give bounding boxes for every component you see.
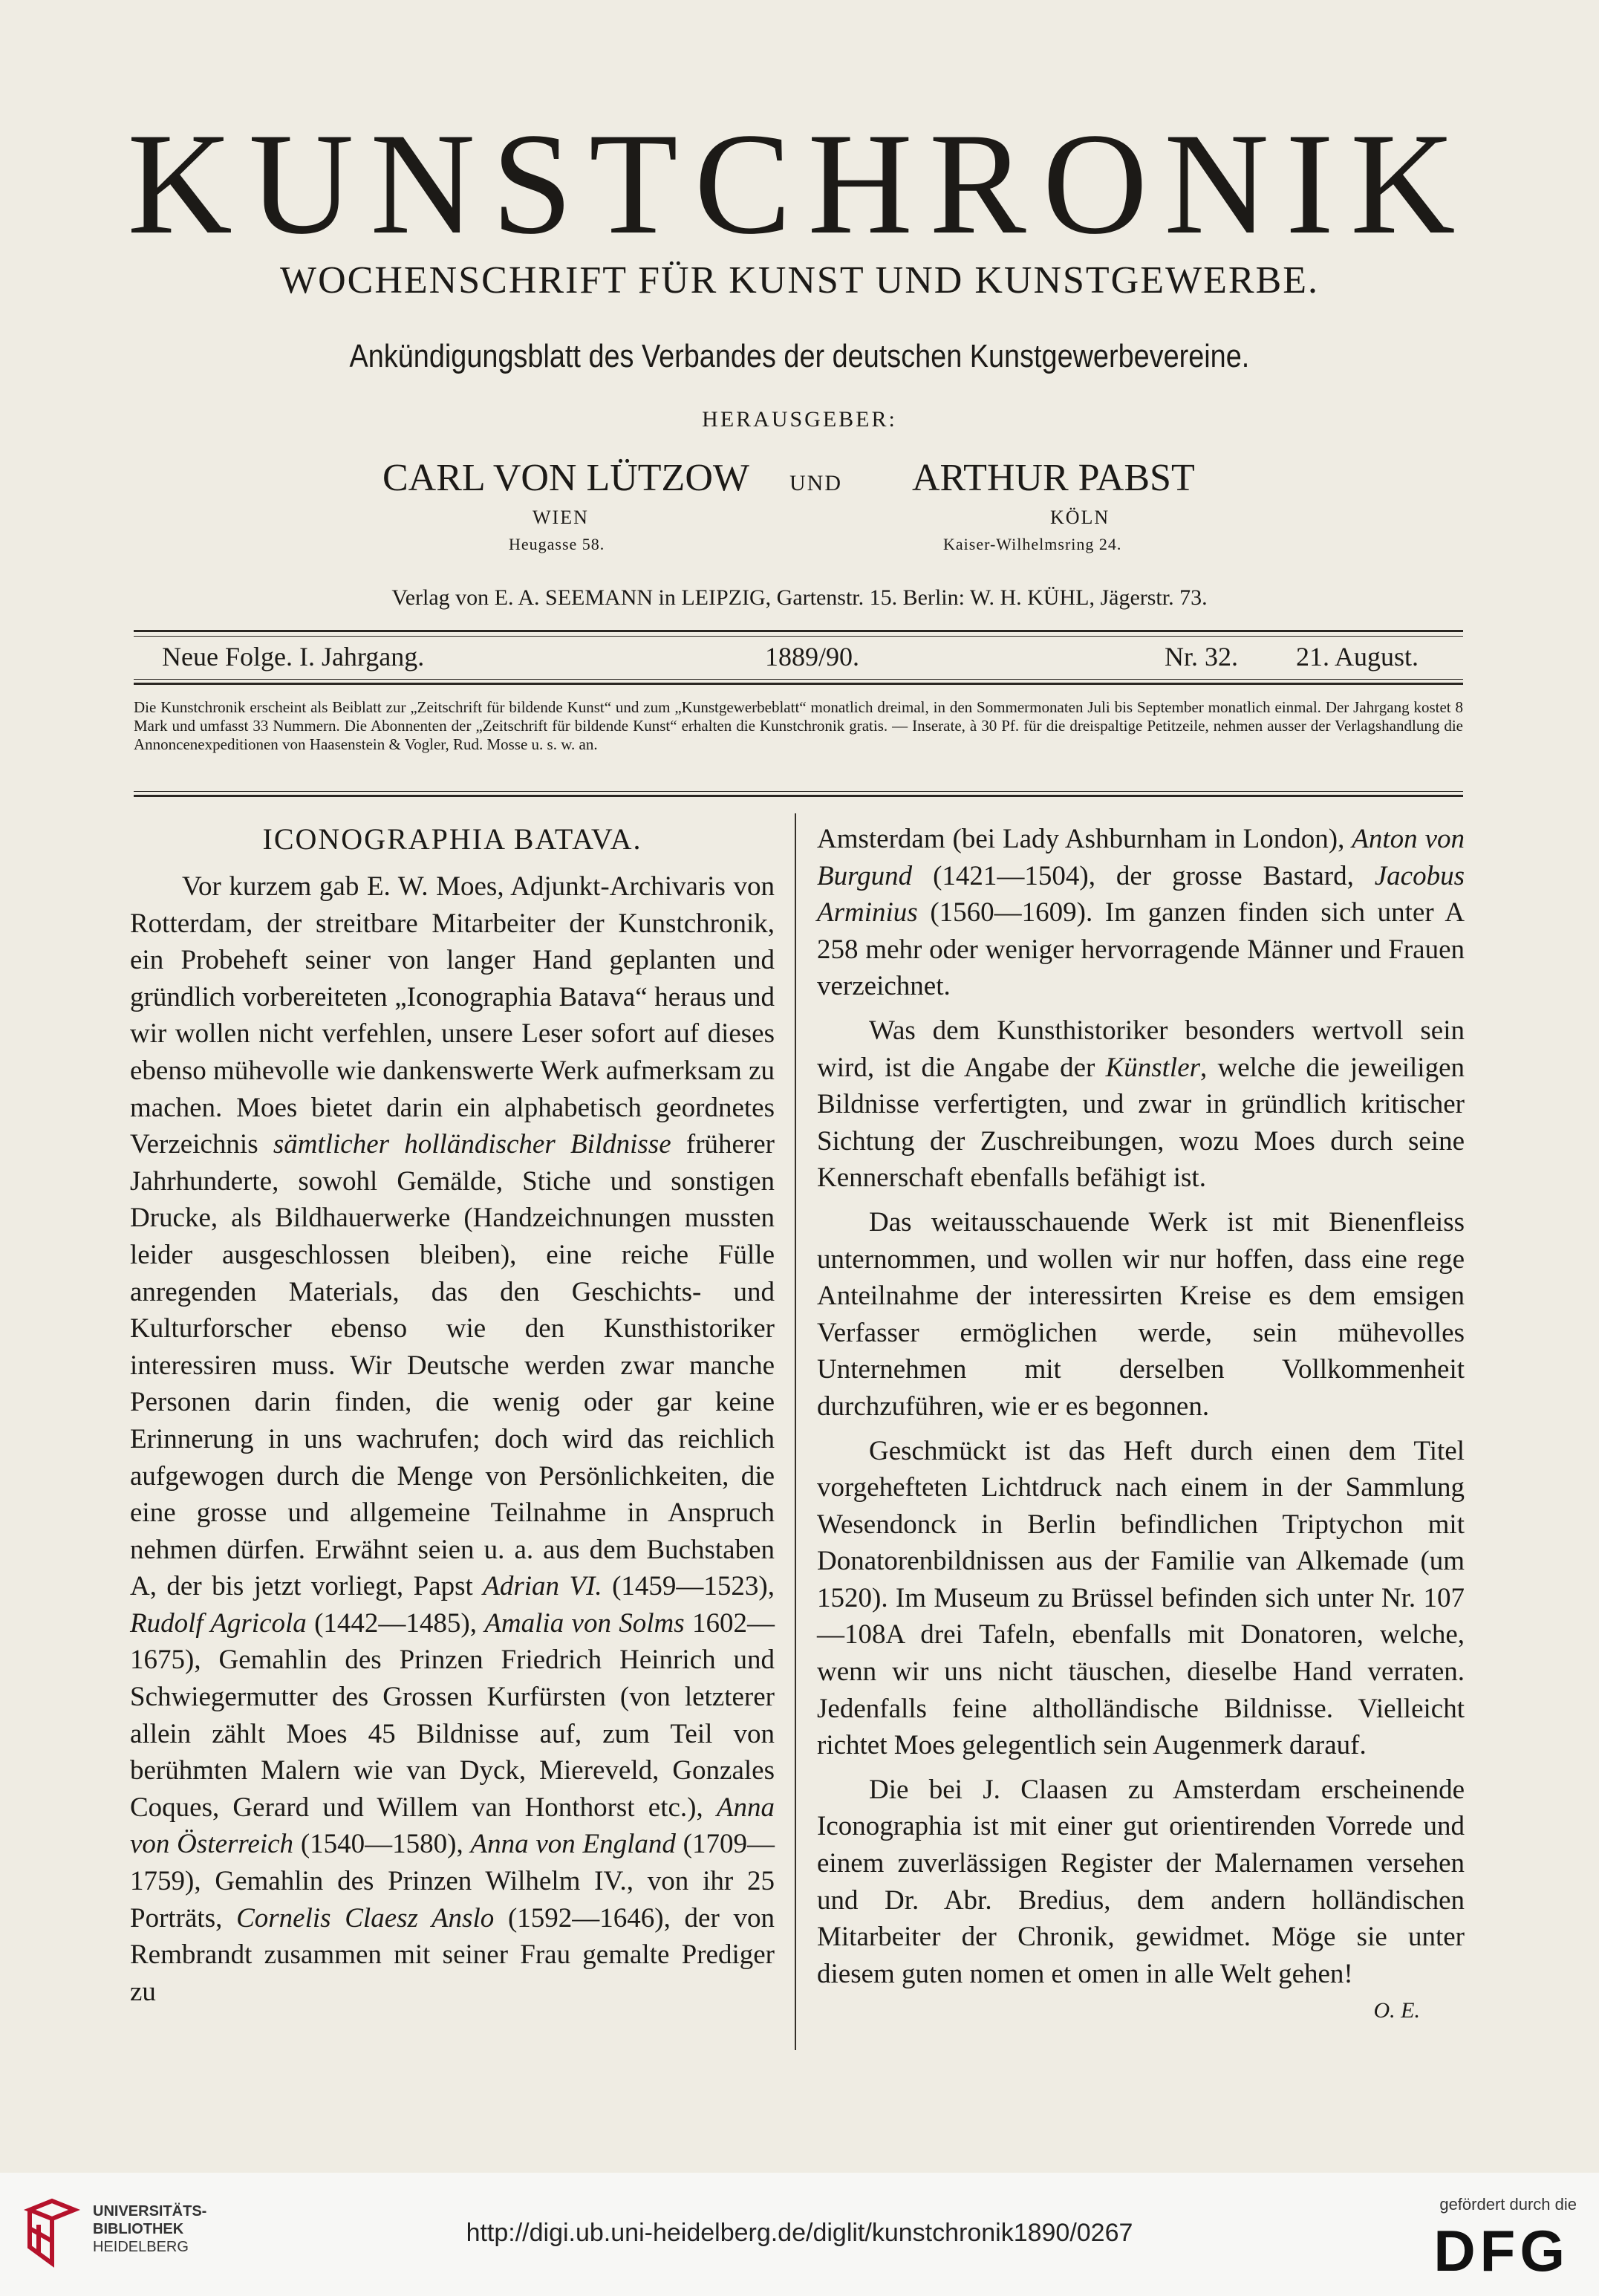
article-paragraph: Geschmückt ist das Heft durch einen dem Titel vorgehefteten Lichtdruck nach einem in der Sammlung Wesendonck in Berlin befindlichen Triptychon mit Donatorenbildnissen aus der Familie van Alkemade (um 1520). Im Museum zu Brüssel befinden sich unter Nr. 107—108A drei Tafeln, ebenfalls mit Donatoren, welche, wenn wir uns nicht täuschen, dieselbe Hand verraten. Jedenfalls feine altholländische Bildnisse. Vielleicht richtet Moes gelegentlich sein Augenmerk darauf. [817, 1435, 1465, 1761]
article-heading: ICONOGRAPHIA BATAVA. [262, 822, 642, 856]
editors-and: UND [789, 471, 842, 495]
editor-right-name: ARTHUR PABST [912, 457, 1195, 499]
article-left-column [130, 821, 775, 2010]
source-url-link[interactable]: http://digi.ub.uni-heidelberg.de/diglit/kunstchronik1890/0267 [466, 2219, 1133, 2247]
rule-top-thick [134, 630, 1463, 632]
article-right-column [817, 821, 1465, 2029]
digitization-footer [0, 2173, 1599, 2296]
editor-left-name: CARL VON LÜTZOW [382, 457, 749, 499]
editor-left-address: Heugasse 58. [509, 535, 605, 553]
library-name: UNIVERSITÄTS- BIBLIOTHEK HEIDELBERG [93, 2203, 207, 2255]
announcement-line: Ankündigungsblatt des Verbandes der deutschen Kunstgewerbevereine. [349, 338, 1250, 374]
rule-issue-thin [134, 679, 1463, 680]
rule-issue-thick [134, 683, 1463, 685]
rule-notice-thick [134, 795, 1463, 797]
issue-series: Neue Folge. I. Jahrgang. [162, 642, 425, 671]
issue-date: 21. August. [1296, 642, 1419, 671]
column-divider [795, 813, 796, 2050]
article-paragraph: Die bei J. Claasen zu Amsterdam erscheinende Iconographia ist mit einer gut orientirenden Vorrede und einem zuverlässigen Register der Malernamen versehen und Dr. Abr. Bredius, dem andern holländischen Mitarbeiter der Chronik, gewidmet. Möge sie unter diesem guten nomen et omen in alle Welt gehen! O. E. [817, 1772, 1465, 1993]
masthead-title: KUNSTCHRONIK [127, 103, 1472, 264]
funding-note: gefördert durch die [1439, 2195, 1577, 2214]
article-paragraph-continued: Amsterdam (bei Lady Ashburnham in London), Anton von Burgund (1421—1504), der grosse Bastard, Jacobus Arminius (1560—1609). Im ganzen finden sich unter A 258 mehr oder weniger hervorragende Männer und Frauen verzeichnet. [817, 824, 1465, 1002]
article-paragraph: Was dem Kunsthistoriker besonders wertvoll sein wird, ist die Angabe der Künstler, welche die jeweiligen Bildnisse verfertigten, und zwar in gründlich kritischer Sichtung der Zuschreibungen, wozu Moes durch seine Kennerschaft ebenfalls befähigt ist. [817, 1015, 1465, 1194]
editor-right-address: Kaiser-Wilhelmsring 24. [943, 535, 1122, 553]
editor-right-city: KÖLN [1050, 507, 1110, 528]
author-signature: O. E. [1373, 1998, 1420, 2023]
editor-left-city: WIEN [533, 507, 589, 528]
publisher-line: Verlag von E. A. SEEMANN in LEIPZIG, Gartenstr. 15. Berlin: W. H. KÜHL, Jägerstr. 73. [391, 585, 1208, 610]
editors-label: HERAUSGEBER: [702, 407, 897, 432]
rule-notice-thin [134, 791, 1463, 792]
rule-top-thin [134, 636, 1463, 637]
subscription-notice: Die Kunstchronik erscheint als Beiblatt zur „Zeitschrift für bildende Kunst“ und zum „Kunstgewerbeblatt“ monatlich dreimal, in den Sommermonaten Juli bis September monatlich einmal. Der Jahrgang kostet 8 Mark und umfasst 33 Nummern. Die Abonnenten der „Zeitschrift für bildende Kunst“ erhalten die Kunstchronik gratis. — Inserate, à 30 Pf. für die dreispaltige Petitzeile, nehmen ausser der Verlagshandlung die Annoncenexpeditionen von Haasenstein & Vogler, Rud. Mosse u. s. w. an. [134, 698, 1463, 753]
issue-year: 1889/90. [765, 642, 860, 671]
article-paragraph: Vor kurzem gab E. W. Moes, Adjunkt-Archivaris von Rotterdam, der streitbare Mitarbeiter der Kunstchronik, ein Probeheft seiner von langer Hand geplanten und gründlich vorbereiteten „Iconographia Batava“ heraus und wir wollen nicht verfehlen, unsere Leser sofort auf dieses ebenso mühevolle wie dankenswerte Werk aufmerksam zu machen. Moes bietet darin ein alphabetisch geordnetes Verzeichnis sämtlicher holländischer Bildnisse früherer Jahrhunderte, sowohl Gemälde, Stiche und sonstigen Drucke, als Bildhauerwerke (Handzeichnungen mussten leider ausgeschlossen bleiben), eine reiche Fülle anregenden Materials, das den Geschichts- und Kulturforscher ebenso wie den Kunsthistoriker interessiren muss. Wir Deutsche werden zwar manche Personen darin finden, die wenig oder gar keine Erinnerung in uns wachrufen; doch wird das reichlich aufgewogen durch die Menge von Persönlichkeiten, die eine grosse und allgemeine Teilnahme in Anspruch nehmen dürfen. Erwähnt seien u. a. aus dem Buchstaben A, der bis jetzt vorliegt, Papst Adrian VI. (1459—1523), Rudolf Agricola (1442—1485), Amalia von Solms 1602—1675), Gemahlin des Prinzen Friedrich Heinrich und Schwiegermutter des Grossen Kurfürsten (von letzterer allein zählt Moes 45 Bildnisse auf, zum Teil von berühmten Malern wie van Dyck, Miereveld, Gonzales Coques, Gerard und Willem van Honthorst etc.), Anna von Österreich (1540—1580), Anna von England (1709—1759), Gemahlin des Prinzen Wilhelm IV., von ihr 25 Porträts, Cornelis Claesz Anslo (1592—1646), der von Rembrandt zusammen mit seiner Frau gemalte Prediger zu [130, 871, 775, 2007]
dfg-logo: DFG [1433, 2218, 1569, 2283]
masthead-subtitle: WOCHENSCHRIFT FÜR KUNST UND KUNSTGEWERBE. [280, 259, 1319, 302]
issue-number: Nr. 32. [1165, 642, 1238, 671]
article-paragraph: Das weitausschauende Werk ist mit Bienenfleiss unternommen, und wollen wir nur hoffen, dass eine rege Anteilnahme der interessirten Kreise es dem emsigen Verfasser ermöglichen werde, sein mühevolles Unternehmen mit derselben Vollkommenheit durchzuführen, wie er es begonnen. [817, 1206, 1465, 1422]
